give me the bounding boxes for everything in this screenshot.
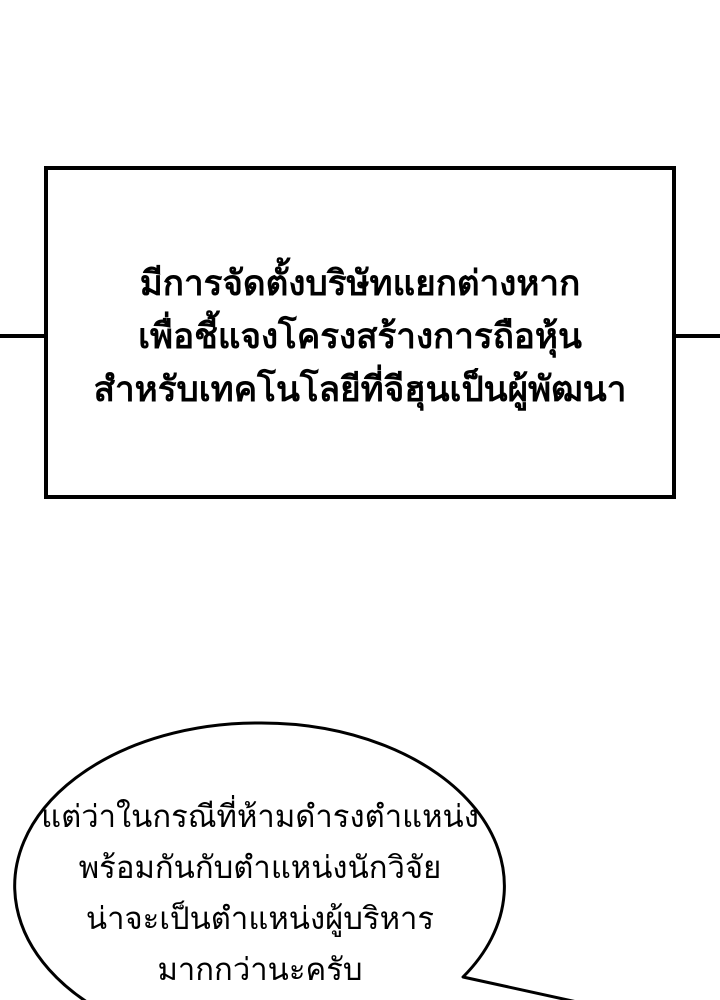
- speech-line-1: แต่ว่าในกรณีที่ห้ามดำรงตำแหน่ง: [41, 799, 479, 835]
- speech-line-2: พร้อมกันกับตำแหน่งนักวิจัย: [78, 850, 442, 886]
- gutter-line-left: [0, 334, 47, 338]
- speech-bubble-text: [30, 792, 490, 996]
- narration-line-1: มีการจัดตั้งบริษัทแยกต่างหาก: [139, 264, 581, 304]
- narration-box: [44, 166, 676, 499]
- narration-line-2: เพื่อชี้แจงโครงสร้างการถือหุ้น: [138, 317, 582, 357]
- speech-line-4: มากกว่านะครับ: [157, 952, 363, 988]
- narration-line-3: สำหรับเทคโนโลยีที่จีฮุนเป็นผู้พัฒนา: [93, 370, 627, 410]
- gutter-line-right: [673, 334, 720, 338]
- narration-text: [48, 258, 672, 417]
- speech-line-3: น่าจะเป็นตำแหน่งผู้บริหาร: [85, 901, 435, 937]
